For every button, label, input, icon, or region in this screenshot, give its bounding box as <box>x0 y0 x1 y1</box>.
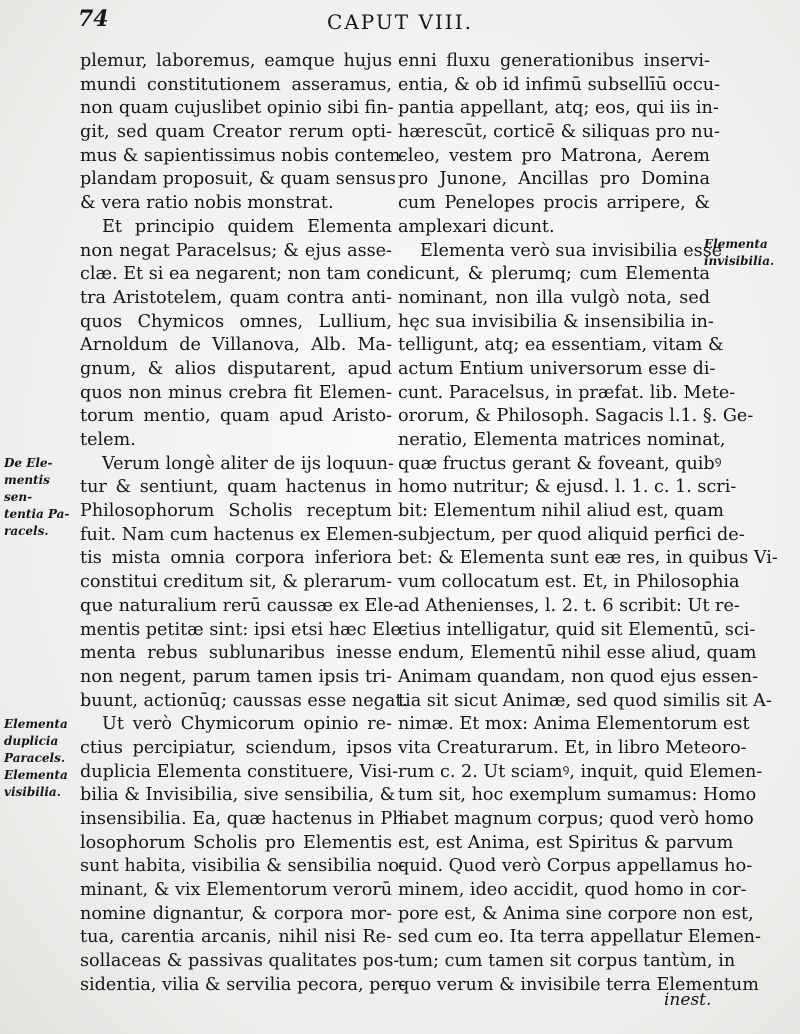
margin-note-left-2 <box>4 716 76 801</box>
text-line: gnum, & alios disputarent, apud <box>80 358 392 379</box>
text-line: homo nutritur; & ejusd. l. 1. c. 1. scri- <box>398 477 737 498</box>
text-line: quos Chymicos omnes, Lullium, <box>80 311 392 332</box>
text-line: cunt. Paracelsus, in præfat. lib. Mete- <box>398 382 736 403</box>
text-line: Animam quandam, non quod ejus essen- <box>398 666 759 687</box>
text-line: sidentia, vilia & servilia pecora, per- <box>80 974 406 995</box>
text-line: mus & sapientissimus nobis contem- <box>80 145 407 166</box>
text-line: bit: Elementum nihil aliud est, quam <box>398 501 724 522</box>
margin-note-line: Elementa <box>4 717 68 731</box>
margin-note-left-1 <box>4 455 74 540</box>
margin-note-line: tentia Pa- <box>4 507 70 521</box>
text-line: ad Athenienses, l. 2. t. 6 scribit: Ut re- <box>398 595 740 616</box>
text-line: duplicia Elementa constituere, Visi- <box>80 761 399 782</box>
text-line: tur & sentiunt, quam hactenus in <box>80 477 392 498</box>
text-line: subjectum, per quod aliquid perfici de- <box>398 524 745 545</box>
text-line: hærescūt, corticē & siliquas pro nu- <box>398 122 720 143</box>
text-line: clæ. Et si ea negarent; non tam con- <box>80 264 405 285</box>
text-line: tua, carentia arcanis, nihil nisi Re- <box>80 927 392 948</box>
text-line: insensibilia. Ea, quæ hactenus in Phi- <box>80 809 416 829</box>
margin-note-line: Paracels. <box>4 751 66 765</box>
text-line: tum; cum tamen sit corpus tantùm, in <box>398 951 736 972</box>
text-line: bet: & Elementa sunt eæ res, in quibus Vi- <box>398 548 778 569</box>
text-line: nomine dignantur, & corpora mor- <box>80 903 392 924</box>
text-line: torum mentio, quam apud Aristo- <box>80 406 392 427</box>
text-line: telem. <box>80 430 136 450</box>
text-line: est, est Anima, est Spiritus & parvum <box>398 832 734 853</box>
text-line: fuit. Nam cum hactenus ex Elemen- <box>80 524 399 545</box>
text-line: plemur, laboremus, eamque hujus <box>80 51 392 71</box>
margin-note-line: Elementa <box>4 768 68 782</box>
text-line: ororum, & Philosoph. Sagacis l.1. §. Ge- <box>398 406 754 427</box>
text-line: ctius intelligatur, quid sit Elementū, sci- <box>398 619 756 640</box>
text-line: Elementa verò sua invisibilia esse <box>420 240 723 261</box>
text-line: actum Entium universorum esse di- <box>398 358 716 379</box>
text-line: pro Junone, Ancillas pro Domina <box>398 169 710 190</box>
text-line: mundi constitutionem asseramus, <box>80 74 392 95</box>
text-line: pantia appellant, atq; eos, qui iis in- <box>398 98 719 119</box>
right-text-column <box>398 50 778 998</box>
text-line: Et principio quidem Elementa <box>102 216 392 237</box>
text-line: Ut verò Chymicorum opinio re- <box>102 714 392 735</box>
text-line: non quam cujuslibet opinio sibi fin- <box>80 98 394 119</box>
text-line: quos non minus crebra fit Elemen- <box>80 382 392 403</box>
text-line: constitui creditum sit, & plerarum- <box>80 572 393 593</box>
text-line: bilia & Invisibilia, sive sensibilia, & <box>80 785 396 806</box>
text-line: tum sit, hoc exemplum sumamus: Homo <box>398 785 757 806</box>
text-line: menta rebus sublunaribus inesse <box>80 643 392 664</box>
text-line: tis mista omnia corpora inferiora <box>80 548 392 569</box>
text-line: non negent, parum tamen ipsis tri- <box>80 666 392 687</box>
text-line: quæ fructus gerant & foveant, quibꝰ <box>398 453 722 474</box>
text-line: habet magnum corpus; quod verò homo <box>398 809 754 829</box>
margin-note-line: De Ele- <box>4 456 53 470</box>
text-line: sed cum eo. Ita terra appellatur Elemen- <box>398 927 761 948</box>
text-line: neratio, Elementa matrices nominat, <box>398 430 726 450</box>
running-title: CAPUT VIII. <box>327 10 473 34</box>
page-number: 74 <box>78 6 109 32</box>
text-line: telligunt, atq; ea essentiam, vitam & <box>398 335 724 356</box>
text-line: Verum longè aliter de ijs loquun- <box>102 453 394 474</box>
text-line: hęc sua invisibilia & insensibilia in- <box>398 311 714 332</box>
text-line: pore est, & Anima sine corpore non est, <box>398 903 754 924</box>
text-line: enni fluxu generationibus inservi- <box>398 51 710 71</box>
text-line: Philosophorum Scholis receptum <box>80 501 392 522</box>
text-line: nominant, non illa vulgò nota, sed <box>398 287 710 308</box>
text-line: rum c. 2. Ut sciamꝰ, inquit, quid Elemen- <box>398 761 763 782</box>
text-line: sunt habita, visibilia & sensibilia no- <box>80 856 406 877</box>
text-line: nimæ. Et mox: Anima Elementorum est <box>398 714 750 735</box>
text-line: cum Penelopes procis arripere, & <box>398 193 710 214</box>
text-line: & vera ratio nobis monstrat. <box>80 193 334 214</box>
text-line: dicunt, & plerumq; cum Elementa <box>398 264 710 285</box>
text-line: vum collocatum est. Et, in Philosophia <box>398 572 740 593</box>
left-text-column <box>80 50 416 998</box>
text-line: plandam proposuit, & quam sensus <box>80 169 396 190</box>
margin-note-line: racels. <box>4 524 49 538</box>
text-line: losophorum Scholis pro Elementis <box>80 832 392 853</box>
margin-note-line: invisibilia. <box>704 254 775 268</box>
text-line: vita Creaturarum. Et, in libro Meteoro- <box>398 737 747 758</box>
margin-note-line: visibilia. <box>4 785 61 799</box>
text-line: quo verum & invisibile terra Elementum <box>398 974 759 995</box>
margin-note-line: mentis sen- <box>4 473 50 504</box>
text-line: entia, & ob id infimū subsellīū occu- <box>398 74 721 95</box>
text-line: cleo, vestem pro Matrona, Aerem <box>398 145 710 166</box>
text-line: minem, ideo accidit, quod homo in cor- <box>398 880 747 901</box>
text-line: quid. Quod verò Corpus appellamus ho- <box>398 856 753 877</box>
margin-note-line: Elementa <box>704 237 768 251</box>
text-line: que naturalium rerū caussæ ex Ele- <box>80 595 400 616</box>
text-line: mentis petitæ sint: ipsi etsi hæc Ele- <box>80 619 407 640</box>
text-line: tra Aristotelem, quam contra anti- <box>80 287 392 308</box>
text-line: non negat Paracelsus; & ejus asse- <box>80 240 392 261</box>
text-line: Arnoldum de Villanova, Alb. Ma- <box>80 335 392 356</box>
text-line: git, sed quam Creator rerum opti- <box>80 122 392 143</box>
text-line: tia sit sicut Animæ, sed quod similis sit A- <box>398 690 772 711</box>
margin-note-line: duplicia <box>4 734 59 748</box>
text-line: sollaceas & passivas qualitates pos- <box>80 951 400 972</box>
catchword: inest. <box>664 990 712 1010</box>
text-line: ctius percipiatur, sciendum, ipsos <box>80 737 392 758</box>
text-line: amplexari dicunt. <box>398 216 555 237</box>
text-line: endum, Elementū nihil esse aliud, quam <box>398 643 757 664</box>
text-line: buunt, actionūq; caussas esse negat. <box>80 690 409 711</box>
text-line: minant, & vix Elementorum verorū <box>80 880 393 901</box>
